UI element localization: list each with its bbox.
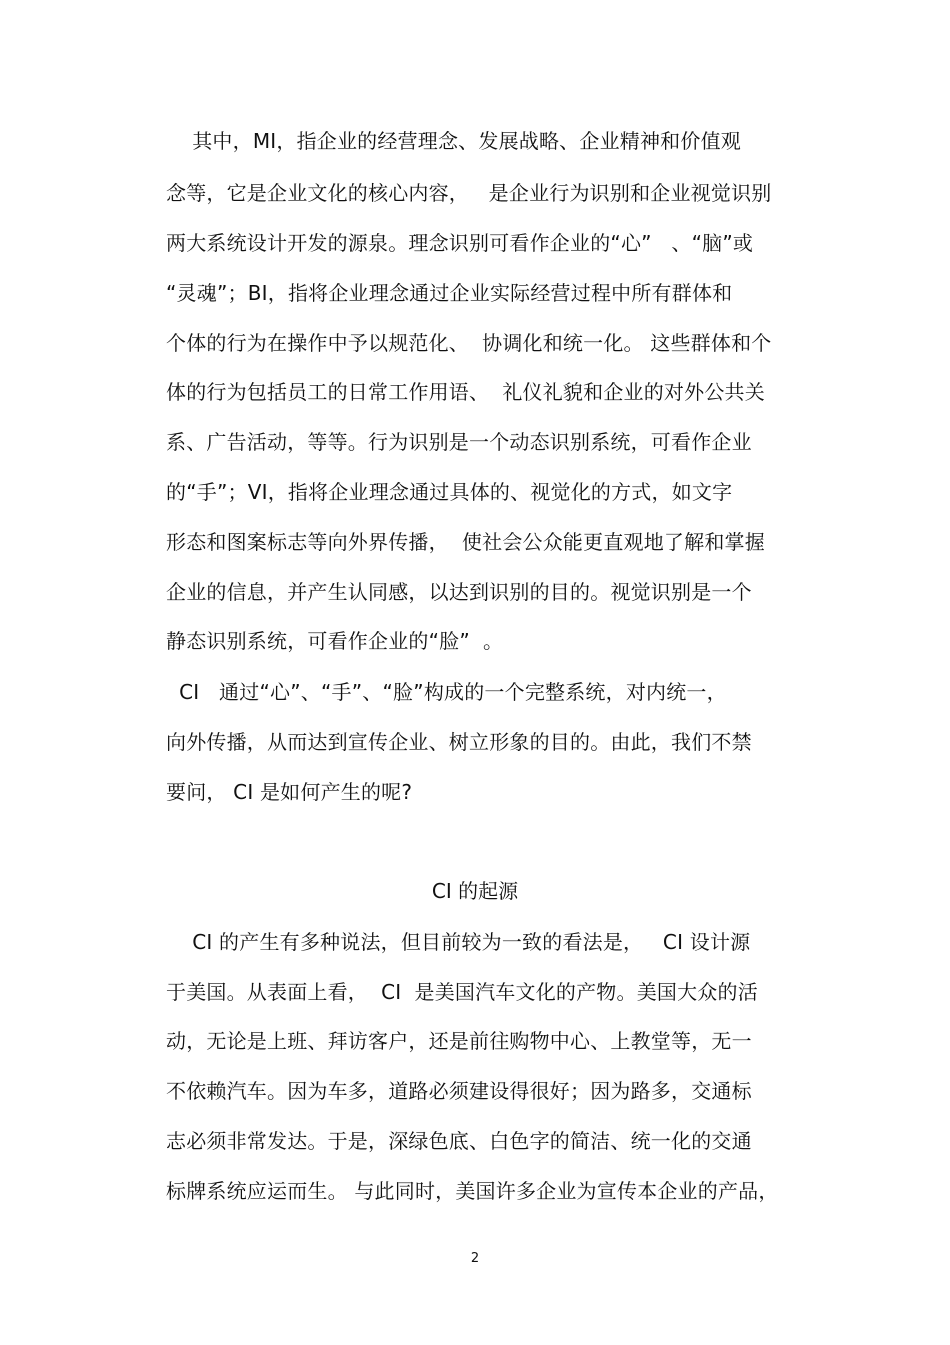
- paragraph-3-line-4: 不依赖汽车。因为车多，道路必须建设得很好；因为路多，交通标: [166, 1079, 752, 1103]
- paragraph-1-line-4: “灵魂”；BI，指将企业理念通过企业实际经营过程中所有群体和: [166, 281, 733, 305]
- paragraph-1-line-5: 个体的行为在操作中予以规范化、 协调化和统一化。 这些群体和个: [166, 331, 772, 355]
- section-heading: CI 的起源: [431, 879, 519, 903]
- paragraph-3-line-5: 志必须非常发达。于是，深绿色底、白色字的简洁、统一化的交通: [166, 1129, 752, 1153]
- paragraph-1-line-9: 形态和图案标志等向外界传播， 使社会公众能更直观地了解和掌握: [166, 530, 765, 554]
- paragraph-1-line-8: 的“手”；VI，指将企业理念通过具体的、视觉化的方式，如文字: [166, 480, 733, 504]
- paragraph-1-line-2: 念等，它是企业文化的核心内容， 是企业行为识别和企业视觉识别: [166, 181, 772, 205]
- paragraph-1-line-11: 静态识别系统，可看作企业的“脸” 。: [166, 629, 504, 653]
- paragraph-2-line-1: CI 通过“心”、“手”、“脸”构成的一个完整系统，对内统一，: [166, 680, 727, 704]
- paragraph-2-line-2: 向外传播，从而达到宣传企业、树立形象的目的。由此，我们不禁: [166, 730, 752, 754]
- paragraph-1-line-3: 两大系统设计开发的源泉。理念识别可看作企业的“心” 、“脑”或: [166, 231, 754, 255]
- paragraph-1-line-6: 体的行为包括员工的日常工作用语、 礼仪礼貌和企业的对外公共关: [166, 380, 765, 404]
- paragraph-1-line-7: 系、广告活动，等等。行为识别是一个动态识别系统，可看作企业: [166, 430, 752, 454]
- paragraph-2-line-3: 要问， CI 是如何产生的呢?: [166, 780, 413, 804]
- paragraph-1-line-1: 其中，MI，指企业的经营理念、发展战略、企业精神和价值观: [166, 129, 741, 153]
- paragraph-3-line-1: CI 的产生有多种说法，但目前较为一致的看法是， CI 设计源: [166, 930, 751, 954]
- paragraph-3-line-2: 于美国。从表面上看， CI 是美国汽车文化的产物。美国大众的活: [166, 980, 758, 1004]
- paragraph-3-line-6: 标牌系统应运而生。 与此同时，美国许多企业为宣传本企业的产品，: [166, 1179, 779, 1203]
- paragraph-3-line-3: 动，无论是上班、拜访客户，还是前往购物中心、上教堂等，无一: [166, 1029, 752, 1053]
- paragraph-1-line-10: 企业的信息，并产生认同感，以达到识别的目的。视觉识别是一个: [166, 580, 752, 604]
- page-number: 2: [470, 1251, 480, 1266]
